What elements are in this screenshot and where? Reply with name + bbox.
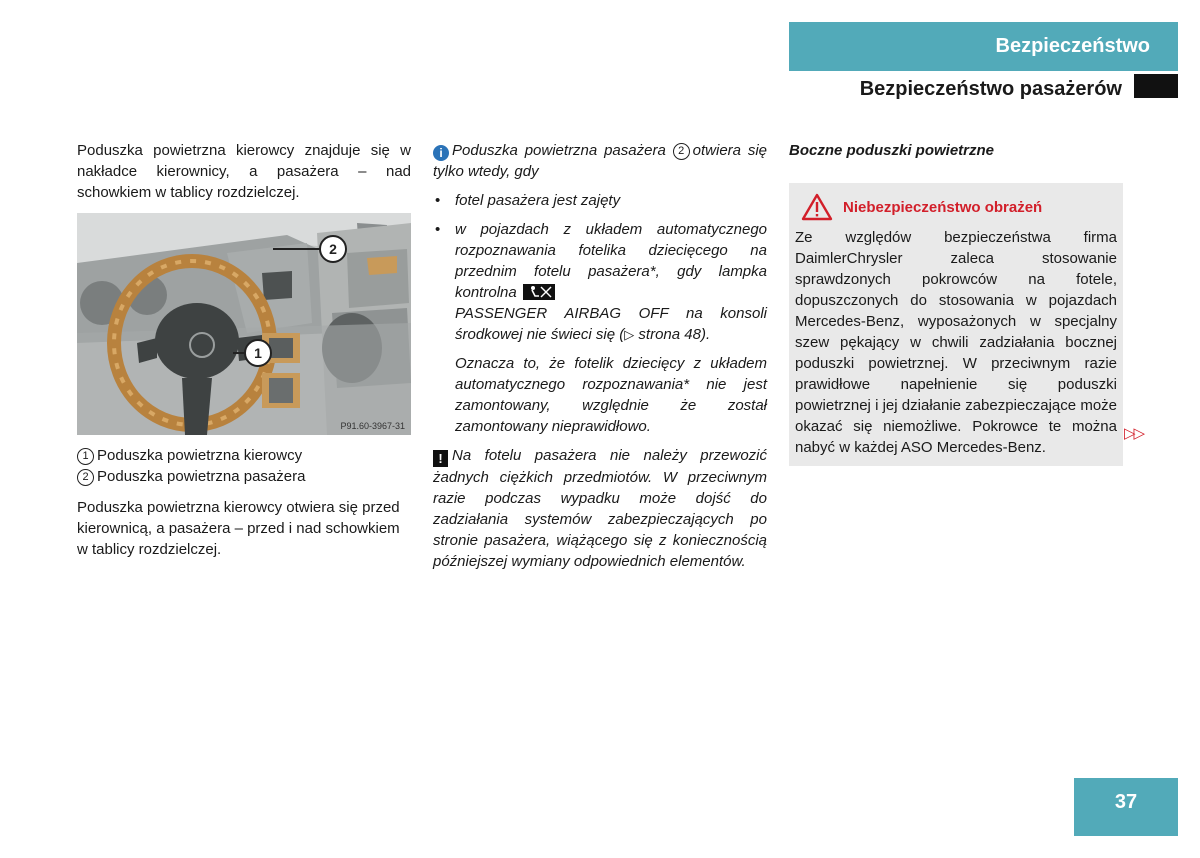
callout-2: 2 (77, 469, 94, 486)
chapter-header: Bezpieczeństwo (789, 22, 1178, 71)
legend-item-2 (77, 466, 411, 487)
info-icon: i (433, 145, 449, 161)
photo-callout-1: 1 (254, 345, 262, 361)
bullet-text-2b: PASSENGER AIRBAG OFF na konsoli środkowej nie świeci się ( (455, 305, 767, 343)
page-ref-icon: ▷ (624, 327, 635, 342)
caution-note (433, 445, 767, 572)
section-title: Bezpieczeństwo pasażerów (859, 78, 1122, 100)
list-item (433, 190, 767, 211)
cockpit-photo (77, 213, 411, 435)
info-note (433, 140, 767, 182)
side-airbag-heading: Boczne poduszki powietrzne (789, 142, 995, 159)
column-middle (433, 140, 767, 572)
warning-triangle-icon (801, 193, 833, 221)
column-right (789, 140, 1123, 466)
condition-list (433, 190, 767, 345)
photo-code: P91.60-3967-31 (340, 421, 405, 431)
info-lead: Poduszka powietrzna pasażera (452, 142, 666, 159)
section-marker (1134, 74, 1178, 98)
bullet-text-1: fotel pasażera jest zajęty (455, 192, 621, 209)
bullet-text-2a: w pojazdach z układem automatycznego rozpoznawania fotelika dziecięcego na przednim fotelu pasażera*, gdy lampka kontrolna (455, 221, 767, 301)
legend-label-2: Poduszka powietrzna pasażera (97, 468, 306, 485)
photo-callout-2: 2 (329, 241, 337, 257)
legend-label-1: Poduszka powietrzna kierowcy (97, 447, 303, 464)
passenger-airbag-off-icon (523, 284, 555, 300)
warning-title-row (795, 193, 1117, 221)
outro-paragraph: Poduszka powietrzna kierowcy otwiera się przed kierownicą, a pasażera – przed i nad schowkiem w tablicy rozdzielczej. (77, 499, 400, 558)
cockpit-illustration (77, 213, 411, 435)
intro-paragraph: Poduszka powietrzna kierowcy znajduje się w nakładce kierownicy, a pasażera – nad schowkiem w tablicy rozdzielczej. (77, 142, 411, 201)
exclamation-icon: ! (433, 450, 448, 467)
caution-text: Na fotelu pasażera nie należy przewozić żadnych ciężkich przedmiotów. W przeciwnym razie podczas wypadku może dojść do zadziałania systemów zabezpieczających po stronie pasażera, wiążącego się z koniecznością późniejszej wymiany odpowiednich elementów. (433, 447, 767, 570)
list-item (433, 219, 767, 345)
warning-box (789, 183, 1123, 466)
info-callout: 2 (673, 143, 690, 160)
callout-1: 1 (77, 448, 94, 465)
info-tail: otwiera się tylko wtedy, gdy (433, 142, 768, 180)
bullet-icon: • (435, 221, 441, 238)
page-ref-link[interactable]: strona 48). (638, 326, 711, 343)
note-paragraph: Oznacza to, że fotelik dziecięcy z układem automatycznego rozpoznawania* nie jest zamontowany, względnie że został zamontowany nieprawidłowo. (455, 355, 767, 435)
column-left (77, 140, 411, 560)
warning-text: Ze względów bezpieczeństwa firma DaimlerChrysler zaleca stosowanie sprawdzonych pokrowców na fotele, dopuszczonych do stosowania w pojazdach Mercedes-Benz, wyposażonych w specjalny szew pękający w chwili zadziałania bocznej poduszki powietrznej. W przeciwnym razie prawidłowe napełnienie się poduszki powietrznej i jej działanie zabezpieczające może okazać się niemożliwe. Pokrowce te można nabyć w każdej ASO Mercedes-Benz. (795, 229, 1117, 456)
bullet-icon: • (435, 192, 441, 209)
warning-title: Niebezpieczeństwo obrażeń (843, 198, 1043, 216)
page-number: 37 (1074, 778, 1178, 836)
photo-legend (77, 445, 411, 487)
continue-arrows-icon: ▷▷ (1124, 425, 1144, 442)
legend-item-1 (77, 445, 411, 466)
